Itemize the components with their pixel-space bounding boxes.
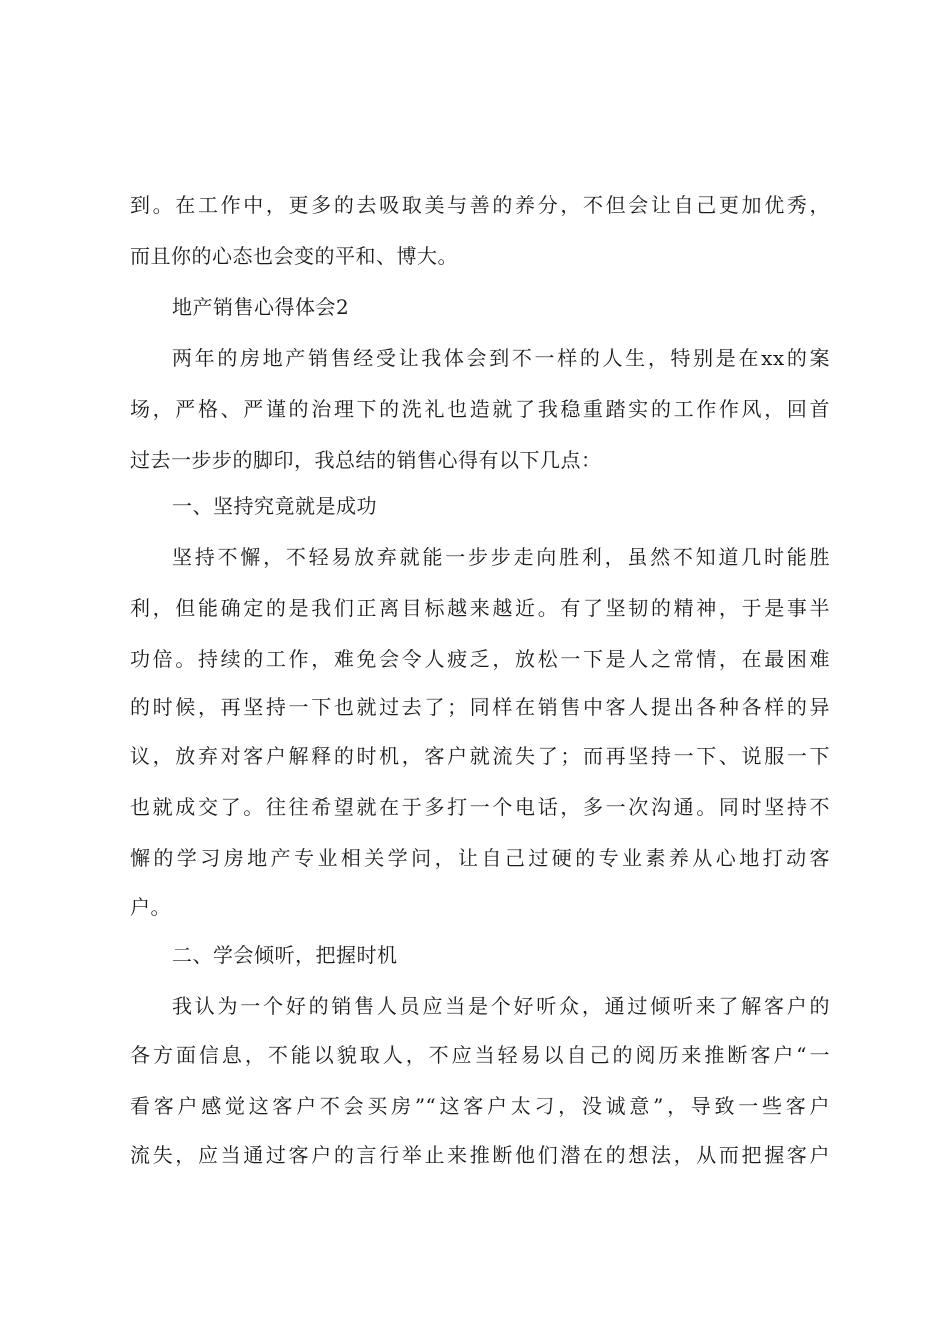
paragraph-line: 而且你的心态也会变的平和、博大。 [130,244,458,268]
paragraph-line: 懈的学习房地产专业相关学问，让自己过硬的专业素养从心地打动客 [130,846,830,870]
paragraph-line: 户。 [130,895,171,919]
paragraph-line: 利，但能确定的是我们正离目标越来越近。有了坚韧的精神，于是事半 [130,596,830,620]
paragraph-line: 我认为一个好的销售人员应当是个好听众，通过倾听来了解客户的 [172,994,830,1018]
paragraph-line: 坚持不懈，不轻易放弃就能一步步走向胜利，虽然不知道几时能胜 [172,545,830,569]
paragraph-line: 到。在工作中，更多的去吸取美与善的养分，不但会让自己更加优秀， [130,193,830,217]
paragraph-line: 的时候，再坚持一下也就过去了；同样在销售中客人提出各种各样的异 [130,695,830,719]
paragraph-line: 功倍。持续的工作，难免会令人疲乏，放松一下是人之常情，在最困难 [130,647,830,671]
paragraph-line: 两年的房地产销售经受让我体会到不一样的人生，特别是在xx的案 [172,346,830,370]
paragraph-line: 流失，应当通过客户的言行举止来推断他们潜在的想法，从而把握客户 [130,1143,830,1167]
paragraph-line: 也就成交了。往往希望就在于多打一个电话，多一次沟通。同时坚持不 [130,795,830,819]
paragraph-line: 过去一步步的脚印，我总结的销售心得有以下几点： [130,448,602,472]
paragraph-line: 场，严格、严谨的治理下的洗礼也造就了我稳重踏实的工作作风，回首 [130,397,830,421]
section-heading: 二、学会倾听，把握时机 [172,943,398,967]
paragraph-line: 看客户感觉这客户不会买房”“这客户太刁，没诚意”，导致一些客户 [130,1094,830,1118]
paragraph-line: 议，放弃对客户解释的时机，客户就流失了；而再坚持一下、说服一下 [130,744,830,768]
section-heading: 一、坚持究竟就是成功 [172,494,377,518]
section-heading: 地产销售心得体会2 [172,295,350,319]
paragraph-line: 各方面信息，不能以貌取人，不应当轻易以自己的阅历来推断客户“一 [130,1043,830,1067]
